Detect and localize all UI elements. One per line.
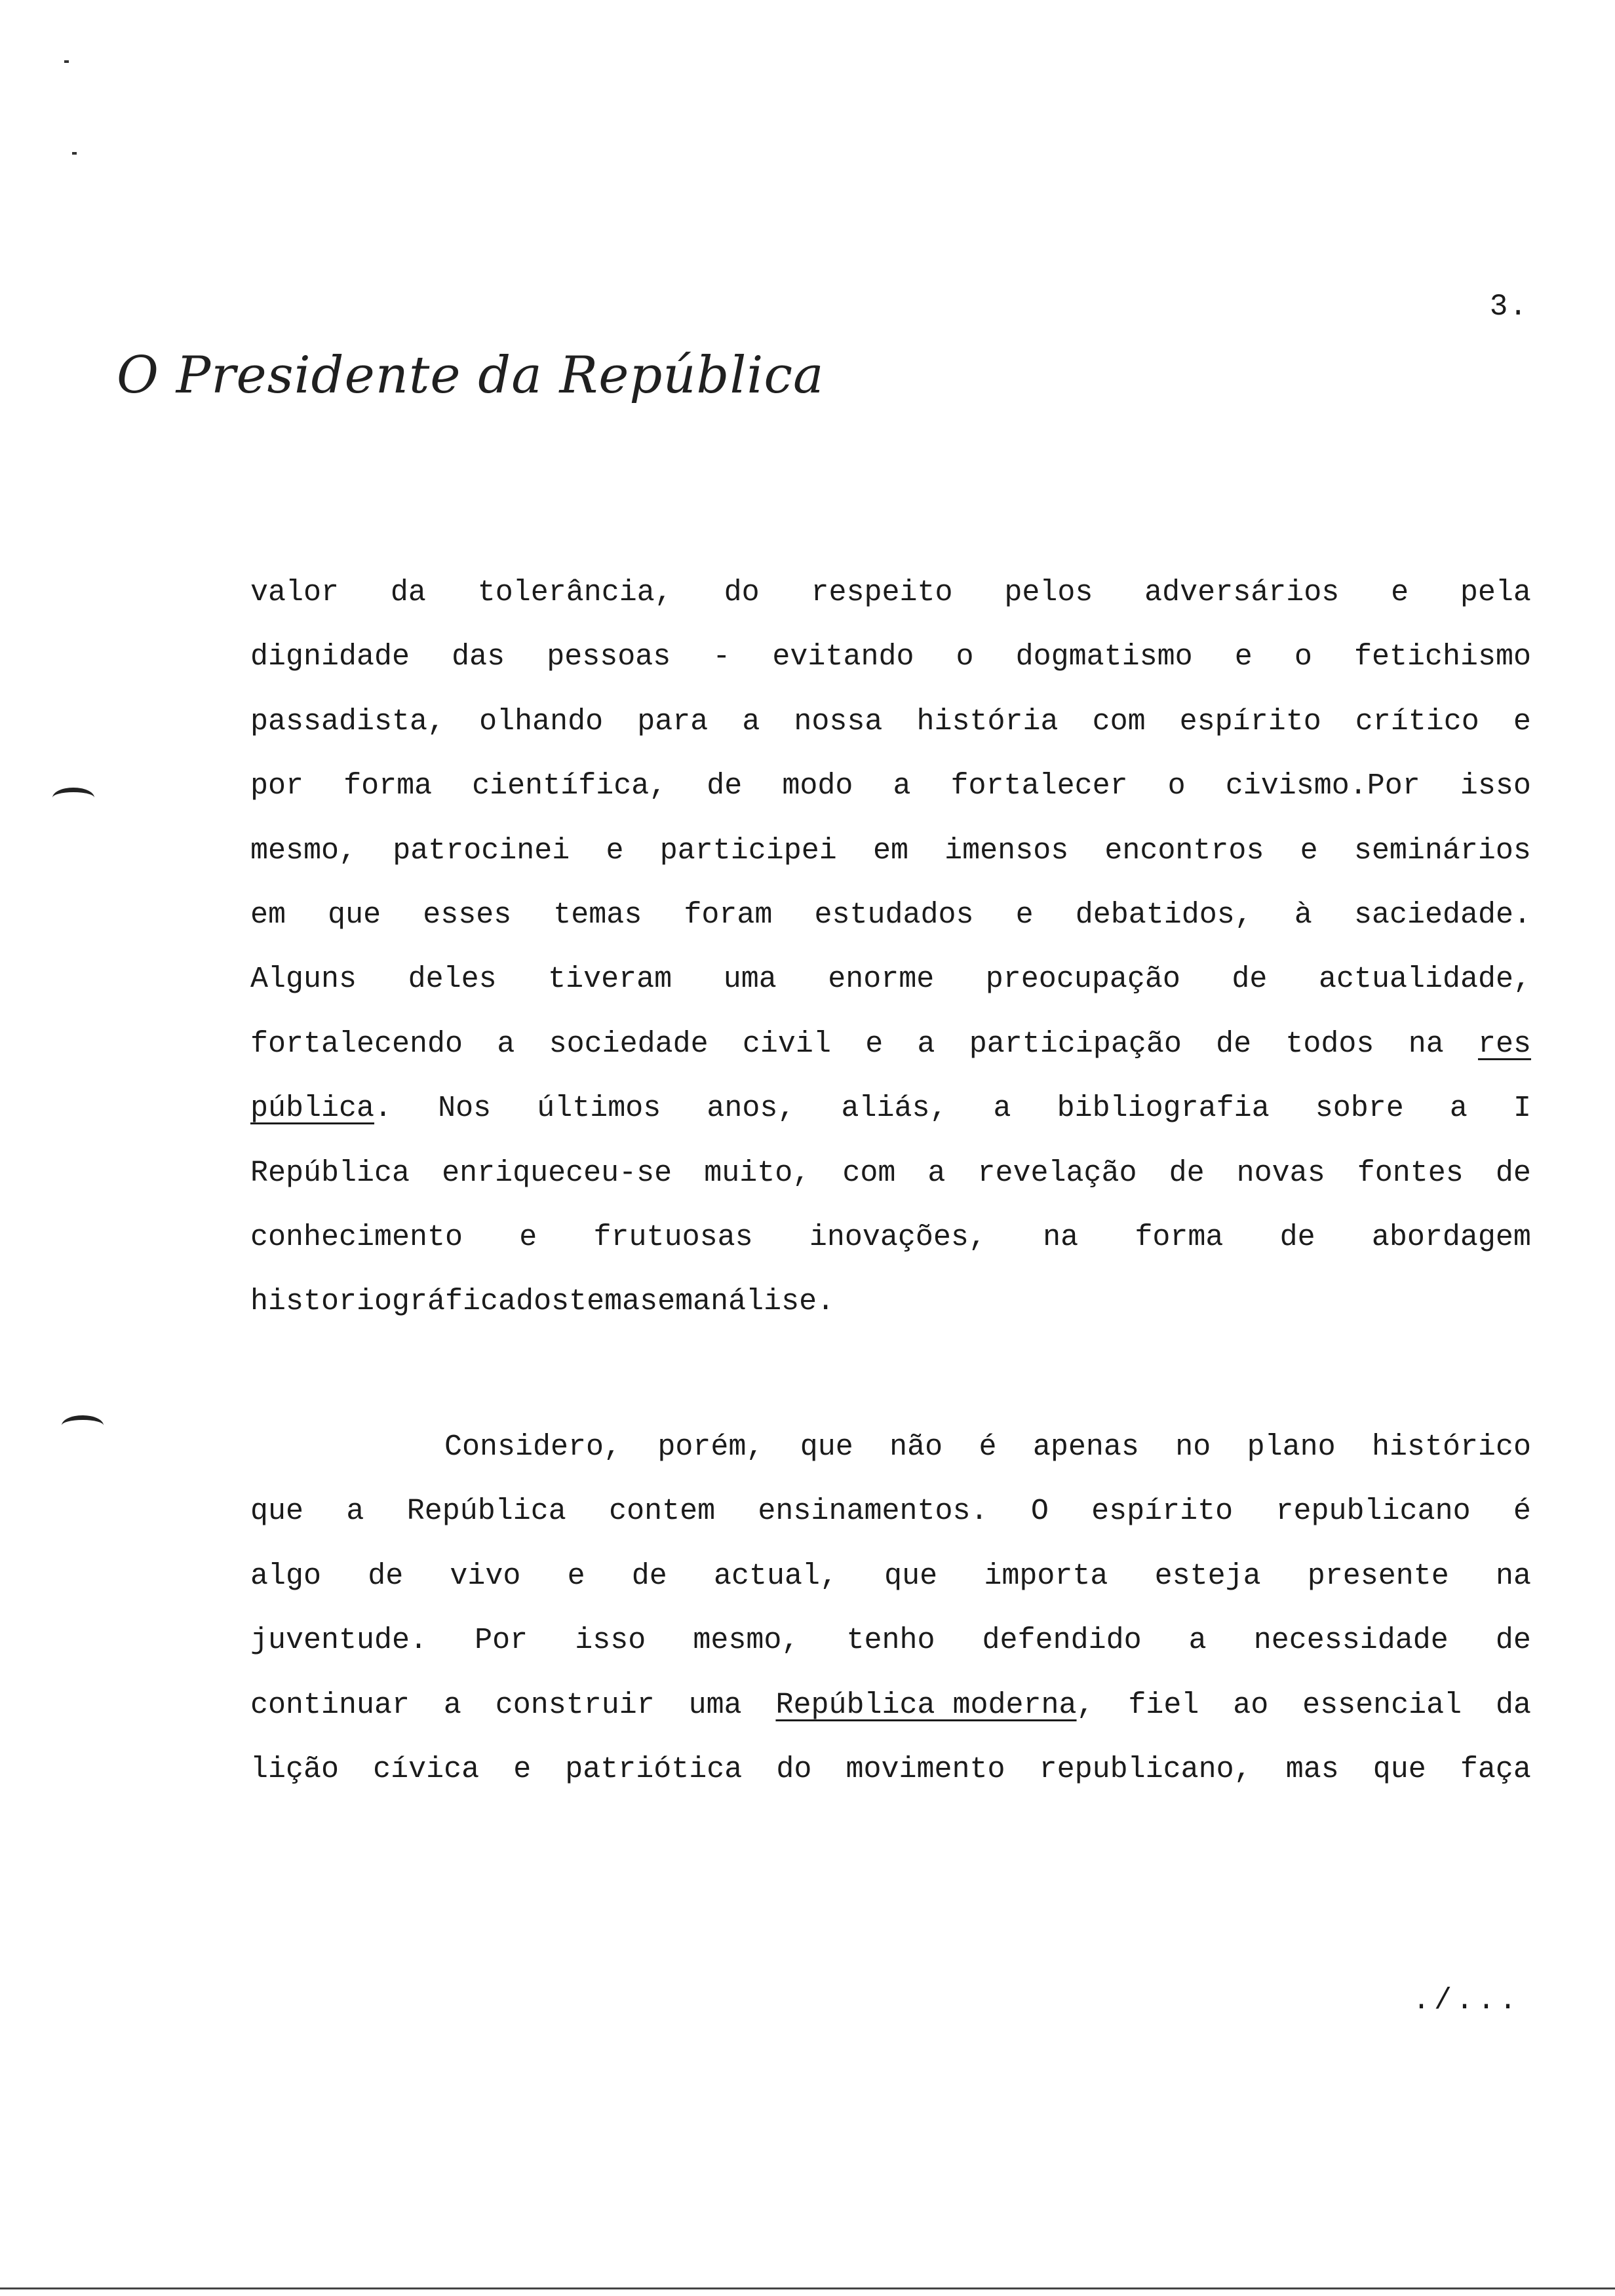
word: Considero, — [444, 1430, 622, 1464]
text-line — [250, 1738, 1531, 1802]
word: de — [1495, 1156, 1531, 1190]
word: espírito — [1179, 704, 1321, 738]
word: a — [1449, 1092, 1468, 1126]
word: fortalecer — [950, 769, 1128, 803]
word: história — [916, 704, 1059, 738]
word: actual, — [713, 1559, 838, 1593]
word: novas — [1236, 1156, 1325, 1190]
word: importa — [984, 1559, 1108, 1593]
word: últimos — [537, 1092, 661, 1126]
word: em — [250, 898, 286, 932]
word: não — [889, 1430, 943, 1464]
word: que — [800, 1430, 853, 1464]
word: imensos — [944, 833, 1069, 868]
word: a — [346, 1495, 364, 1529]
word: tiveram — [548, 963, 672, 997]
word: à — [1294, 898, 1312, 932]
text-line — [250, 1674, 1531, 1738]
word: de — [368, 1559, 404, 1593]
word: ao — [1233, 1688, 1269, 1722]
word: republicano — [1275, 1495, 1471, 1529]
word: tolerância, — [477, 576, 672, 609]
text-line — [250, 1141, 1531, 1206]
word: actualidade, — [1318, 963, 1531, 997]
word: mas — [1285, 1753, 1339, 1787]
word: de — [1495, 1624, 1531, 1658]
word: para — [637, 704, 709, 738]
word: isso — [575, 1624, 646, 1658]
word: civil — [742, 1027, 831, 1061]
word: res — [1477, 1027, 1531, 1061]
word: mesmo, — [250, 833, 357, 868]
word: em — [657, 1285, 693, 1319]
hole-punch-mark — [62, 1415, 104, 1436]
text-line — [250, 561, 1531, 625]
word: de — [1169, 1156, 1205, 1190]
word: enriqueceu-se — [442, 1156, 672, 1190]
word: a — [993, 1092, 1011, 1126]
word: pelos — [1004, 576, 1093, 609]
word: esteja — [1154, 1559, 1261, 1593]
word: evitando — [772, 640, 914, 674]
word: temas — [553, 898, 642, 932]
text-line — [250, 754, 1531, 818]
word: forma — [343, 769, 433, 803]
word: O — [1030, 1495, 1049, 1529]
word: lição — [250, 1753, 340, 1787]
word: - — [712, 640, 731, 674]
word: modo — [782, 769, 853, 803]
word: o — [956, 640, 974, 674]
word: histórico — [1371, 1430, 1531, 1464]
word: continuar — [250, 1688, 410, 1722]
paragraph-1 — [250, 561, 1531, 1335]
word: tenho — [846, 1624, 935, 1658]
word: na — [1408, 1027, 1444, 1061]
word: na — [1495, 1559, 1531, 1593]
word: com — [842, 1156, 896, 1190]
word: esses — [423, 898, 512, 932]
word: deles — [408, 963, 497, 997]
word: olhando — [479, 704, 604, 738]
word: do — [724, 576, 760, 609]
word: Alguns — [250, 963, 357, 997]
word: fontes — [1357, 1156, 1464, 1190]
word: seminários — [1353, 833, 1531, 868]
word: algo — [250, 1559, 322, 1593]
text-line — [250, 1415, 1531, 1480]
word: por — [250, 769, 304, 803]
text-line — [250, 819, 1531, 883]
text-line — [250, 690, 1531, 754]
word: e — [513, 1753, 532, 1787]
word: pela — [1460, 576, 1531, 609]
word: saciedade. — [1353, 898, 1531, 932]
word: faça — [1460, 1753, 1531, 1787]
word: presente — [1307, 1559, 1449, 1593]
word: inovações, — [809, 1221, 986, 1255]
word: de — [707, 769, 743, 803]
word: encontros — [1104, 833, 1264, 868]
word: República moderna, — [775, 1688, 1095, 1722]
word: de — [1216, 1027, 1252, 1061]
continuation-mark: ./... — [1412, 1984, 1521, 2018]
word: sobre — [1315, 1092, 1404, 1126]
word: foram — [684, 898, 773, 932]
word: movimento — [846, 1753, 1005, 1787]
word: patrocinei — [393, 833, 570, 868]
word: que — [250, 1495, 304, 1529]
word: a — [893, 769, 911, 803]
word: construir — [495, 1688, 655, 1722]
word: mesmo, — [693, 1624, 800, 1658]
word: é — [1513, 1495, 1531, 1529]
scan-edge-line — [0, 2287, 1615, 2289]
page-number: 3. — [1489, 290, 1528, 324]
word: a — [497, 1027, 515, 1061]
word: sociedade — [549, 1027, 709, 1061]
text-line — [250, 947, 1531, 1012]
word: é — [979, 1430, 997, 1464]
word: do — [776, 1753, 812, 1787]
paragraph-2 — [250, 1415, 1531, 1802]
text-line — [250, 1012, 1531, 1077]
word: estudados — [814, 898, 974, 932]
word: fetichismo — [1353, 640, 1531, 674]
word: República — [250, 1156, 410, 1190]
word: adversários — [1144, 576, 1340, 609]
word: republicano, — [1039, 1753, 1252, 1787]
hole-punch-mark — [52, 788, 94, 808]
word: a — [742, 704, 760, 738]
word: uma — [723, 963, 777, 997]
word: e — [1391, 576, 1409, 609]
word: República — [406, 1495, 566, 1529]
word: a — [917, 1027, 935, 1061]
word: participei — [659, 833, 837, 868]
text-line — [250, 1206, 1531, 1270]
word: espírito — [1091, 1495, 1234, 1529]
word: e — [1234, 640, 1253, 674]
word: científica, — [472, 769, 667, 803]
word: apenas — [1032, 1430, 1139, 1464]
word: juventude. — [250, 1624, 428, 1658]
word: bibliografia — [1057, 1092, 1270, 1126]
word: pessoas — [547, 640, 671, 674]
word: dos — [516, 1285, 570, 1319]
word: respeito — [811, 576, 953, 609]
word: que — [1372, 1753, 1426, 1787]
word: o — [1167, 769, 1186, 803]
text-line — [250, 1609, 1531, 1673]
word: a — [927, 1156, 946, 1190]
word: e — [519, 1221, 537, 1255]
word: frutuosas — [593, 1221, 753, 1255]
word: pública. — [250, 1092, 393, 1126]
word: que — [328, 898, 381, 932]
word: Por — [475, 1624, 528, 1658]
word: todos — [1285, 1027, 1374, 1061]
word: de — [631, 1559, 667, 1593]
word: abordagem — [1371, 1221, 1531, 1255]
word: de — [1279, 1221, 1315, 1255]
word: a — [1188, 1624, 1207, 1658]
text-line — [250, 625, 1531, 689]
word: fiel — [1128, 1688, 1199, 1722]
word: em — [872, 833, 908, 868]
word: da — [1495, 1688, 1531, 1722]
word: defendido — [982, 1624, 1142, 1658]
word: da — [390, 576, 426, 609]
word: plano — [1247, 1430, 1336, 1464]
word: e — [567, 1559, 585, 1593]
word: no — [1175, 1430, 1211, 1464]
text-line — [250, 1480, 1531, 1544]
word: passadista, — [250, 704, 446, 738]
word: anos, — [707, 1092, 796, 1126]
word: que — [884, 1559, 938, 1593]
word: porém, — [657, 1430, 764, 1464]
text-line — [250, 1544, 1531, 1609]
word: e — [606, 833, 624, 868]
word: o — [1294, 640, 1312, 674]
word: forma — [1135, 1221, 1224, 1255]
word: nossa — [794, 704, 883, 738]
word: muito, — [704, 1156, 811, 1190]
word: essencial — [1302, 1688, 1462, 1722]
word: revelação — [977, 1156, 1137, 1190]
word: debatidos, — [1075, 898, 1253, 932]
word: valor — [250, 576, 340, 609]
word: das — [452, 640, 505, 674]
word: uma — [688, 1688, 742, 1722]
word: e — [1513, 704, 1531, 738]
word: preocupação — [985, 963, 1180, 997]
letterhead: O Presidente da República — [117, 346, 825, 405]
word: e — [1300, 833, 1318, 868]
text-line — [250, 883, 1531, 947]
word: de — [1232, 963, 1268, 997]
word: e — [1015, 898, 1034, 932]
word: historiográfica — [250, 1285, 516, 1319]
word: vivo — [450, 1559, 521, 1593]
word: isso — [1460, 769, 1531, 803]
word: com — [1092, 704, 1146, 738]
word: Nos — [438, 1092, 492, 1126]
word: e — [865, 1027, 884, 1061]
word: necessidade — [1253, 1624, 1449, 1658]
word: análise. — [693, 1285, 835, 1319]
margin-speck — [64, 60, 69, 63]
word: conhecimento — [250, 1221, 463, 1255]
word: crítico — [1355, 704, 1479, 738]
word: patriótica — [565, 1753, 743, 1787]
word: cívica — [373, 1753, 480, 1787]
word: aliás, — [841, 1092, 948, 1126]
word: a — [443, 1688, 461, 1722]
word: fortalecendo — [250, 1027, 463, 1061]
word: I — [1513, 1092, 1531, 1126]
word: civismo.Por — [1225, 769, 1420, 803]
word: dogmatismo — [1015, 640, 1193, 674]
margin-speck — [72, 152, 77, 155]
word: ensinamentos. — [758, 1495, 988, 1529]
word: participação — [969, 1027, 1182, 1061]
word: enorme — [828, 963, 935, 997]
word: temas — [569, 1285, 658, 1319]
text-line — [250, 1270, 1531, 1334]
text-line — [250, 1077, 1531, 1141]
word: contem — [609, 1495, 716, 1529]
word: na — [1043, 1221, 1079, 1255]
word: dignidade — [250, 640, 410, 674]
